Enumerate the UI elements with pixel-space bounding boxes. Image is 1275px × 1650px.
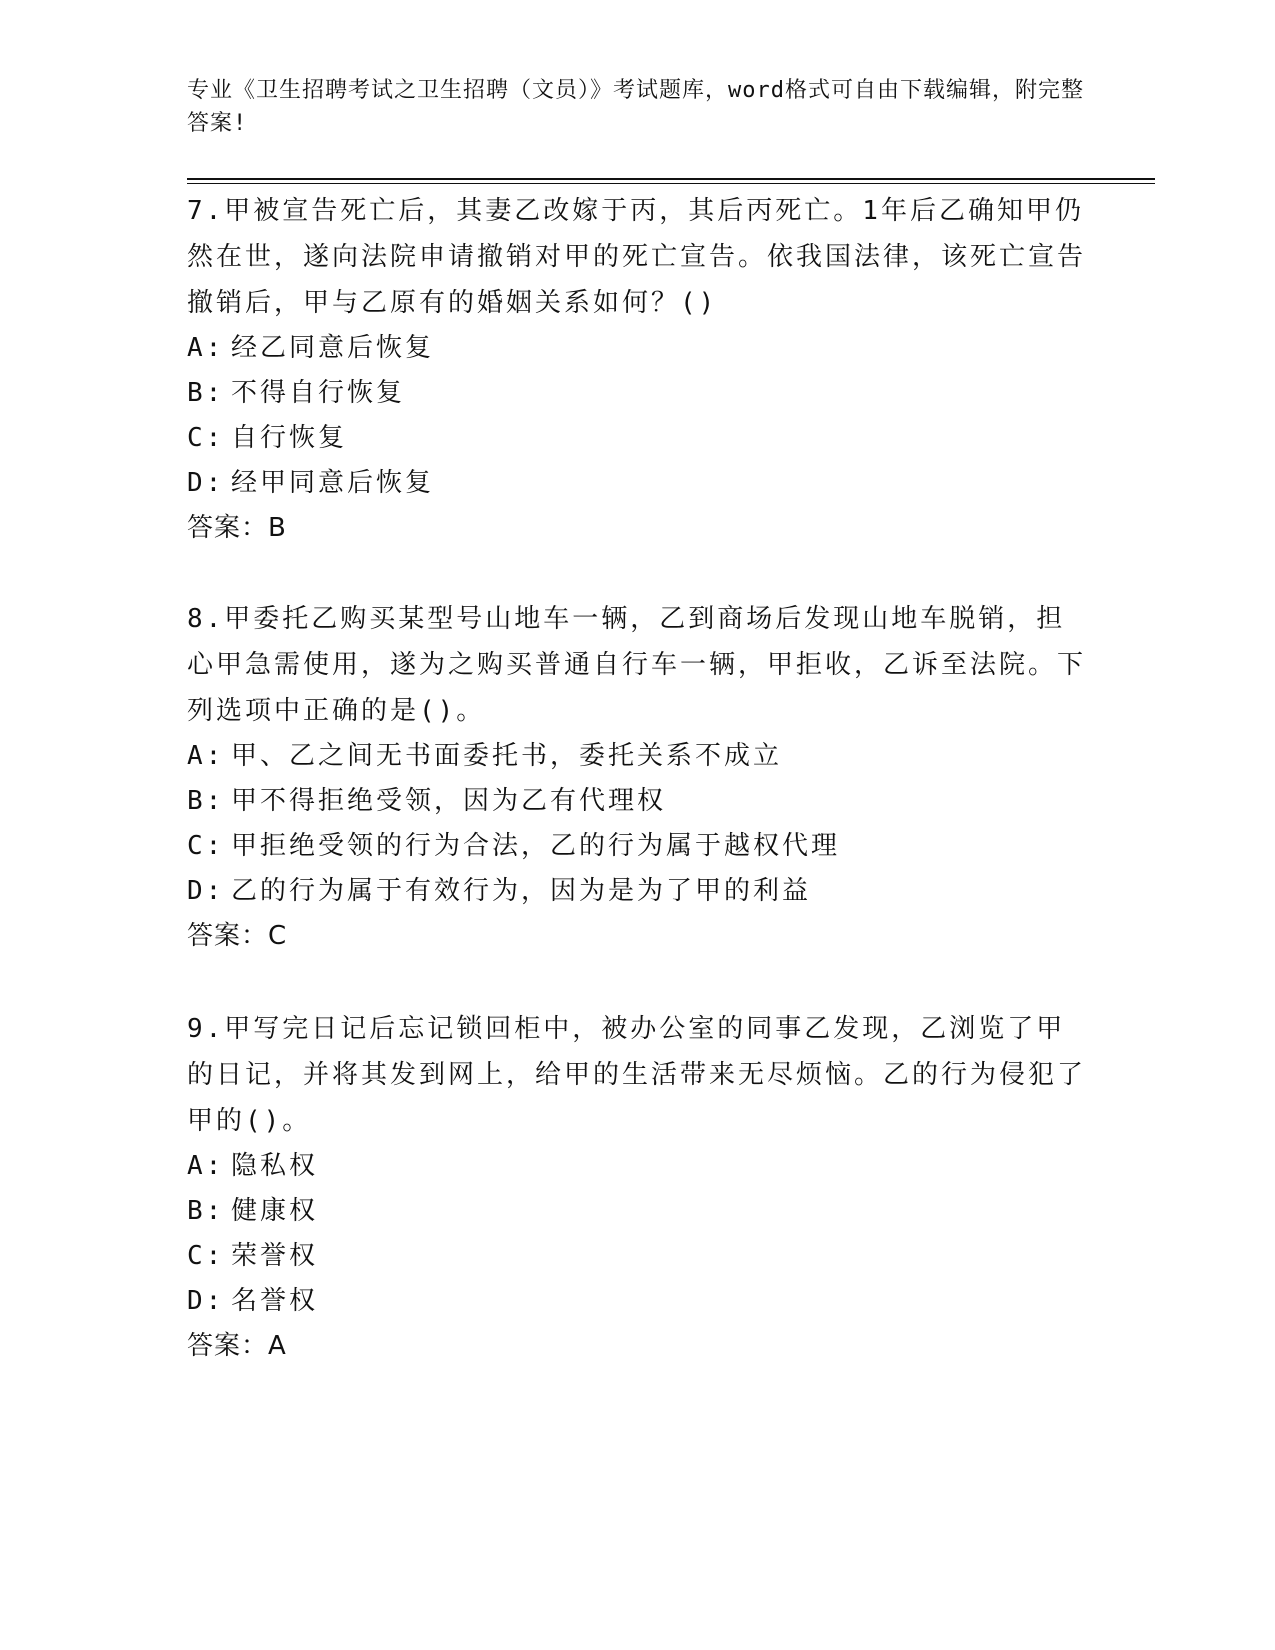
header-divider-thin bbox=[187, 183, 1155, 184]
option-key: C: bbox=[187, 1241, 225, 1271]
option-key: D: bbox=[187, 1286, 225, 1316]
option-key: C: bbox=[187, 423, 225, 453]
option-text: 经甲同意后恢复 bbox=[231, 468, 435, 498]
option-a bbox=[187, 326, 1087, 371]
question-stem: 7.甲被宣告死亡后，其妻乙改嫁于丙，其后丙死亡。1年后乙确知甲仍然在世，遂向法院申请撤销对甲的死亡宣告。依我国法律，该死亡宣告撤销后，甲与乙原有的婚姻关系如何？() bbox=[187, 196, 1087, 318]
option-text: 经乙同意后恢复 bbox=[231, 333, 435, 363]
question-stem: 8.甲委托乙购买某型号山地车一辆，乙到商场后发现山地车脱销，担心甲急需使用，遂为之购买普通自行车一辆，甲拒收，乙诉至法院。下列选项中正确的是()。 bbox=[187, 604, 1087, 726]
option-b bbox=[187, 1189, 1087, 1234]
question-block-7 bbox=[187, 188, 1087, 551]
option-key: B: bbox=[187, 786, 225, 816]
option-text: 荣誉权 bbox=[231, 1241, 319, 1271]
option-b bbox=[187, 371, 1087, 416]
option-text: 甲拒绝受领的行为合法，乙的行为属于越权代理 bbox=[231, 831, 841, 861]
document-header bbox=[187, 74, 1087, 140]
option-d bbox=[187, 1279, 1087, 1324]
option-key: D: bbox=[187, 876, 225, 906]
answer-line: 答案：A bbox=[187, 1331, 287, 1361]
option-text: 隐私权 bbox=[231, 1151, 319, 1181]
option-a bbox=[187, 1144, 1087, 1189]
option-text: 不得自行恢复 bbox=[231, 378, 406, 408]
option-d bbox=[187, 869, 1087, 914]
header-text: 专业《卫生招聘考试之卫生招聘（文员）》考试题库，word格式可自由下载编辑，附完整答案! bbox=[187, 78, 1084, 136]
question-stem: 9.甲写完日记后忘记锁回柜中，被办公室的同事乙发现，乙浏览了甲的日记，并将其发到网上，给甲的生活带来无尽烦恼。乙的行为侵犯了甲的()。 bbox=[187, 1014, 1087, 1136]
option-text: 健康权 bbox=[231, 1196, 319, 1226]
option-text: 自行恢复 bbox=[231, 423, 348, 453]
option-key: A: bbox=[187, 741, 225, 771]
option-text: 甲、乙之间无书面委托书，委托关系不成立 bbox=[231, 741, 783, 771]
option-key: C: bbox=[187, 831, 225, 861]
option-d bbox=[187, 461, 1087, 506]
answer-line: 答案：B bbox=[187, 513, 287, 543]
option-a bbox=[187, 734, 1087, 779]
option-c bbox=[187, 1234, 1087, 1279]
header-divider-thick bbox=[187, 178, 1155, 180]
answer-line: 答案：C bbox=[187, 921, 288, 951]
option-b bbox=[187, 779, 1087, 824]
option-key: D: bbox=[187, 468, 225, 498]
option-key: B: bbox=[187, 378, 225, 408]
question-block-9 bbox=[187, 1006, 1087, 1369]
option-text: 乙的行为属于有效行为，因为是为了甲的利益 bbox=[231, 876, 812, 906]
option-c bbox=[187, 416, 1087, 461]
option-text: 甲不得拒绝受领，因为乙有代理权 bbox=[231, 786, 667, 816]
option-key: B: bbox=[187, 1196, 225, 1226]
option-c bbox=[187, 824, 1087, 869]
option-key: A: bbox=[187, 1151, 225, 1181]
question-block-8 bbox=[187, 596, 1087, 959]
option-key: A: bbox=[187, 333, 225, 363]
option-text: 名誉权 bbox=[231, 1286, 319, 1316]
